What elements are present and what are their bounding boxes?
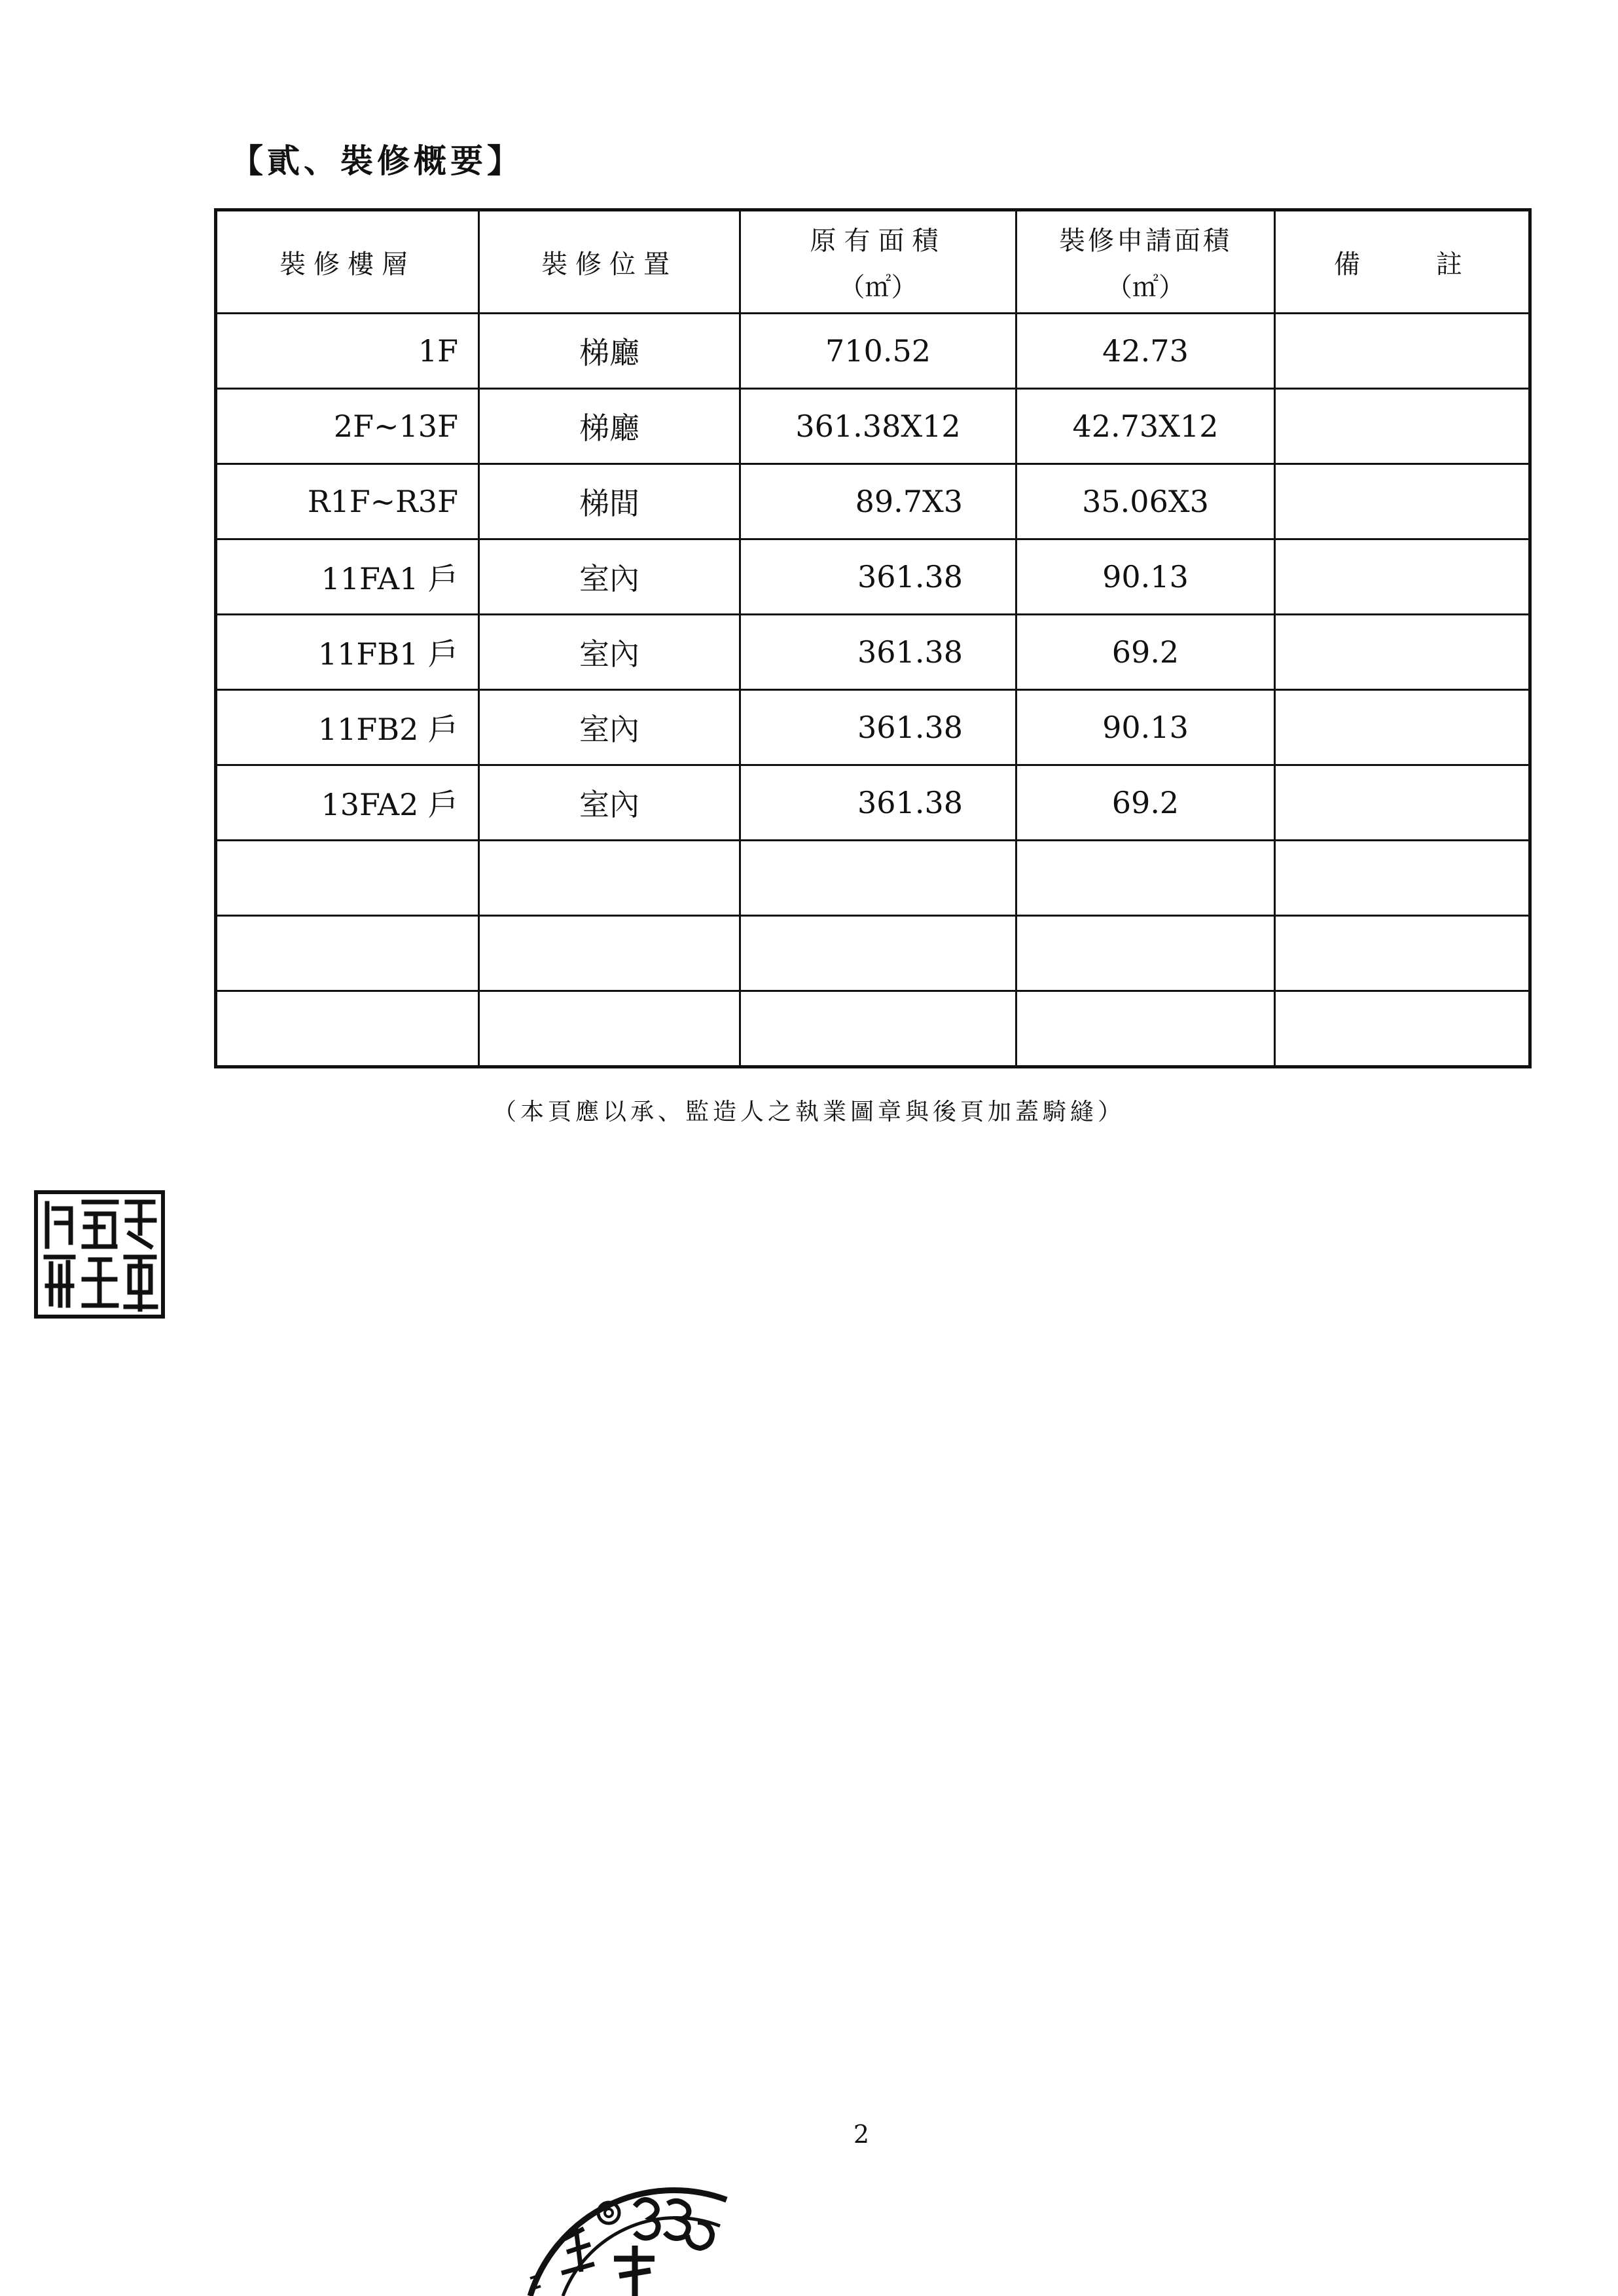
cell-applied-area: 69.2 xyxy=(1016,765,1275,841)
cell-original-area: 89.7X3 xyxy=(740,464,1016,539)
page-number: 2 xyxy=(853,2120,870,2149)
cell-floor: R1F~R3F xyxy=(216,464,479,539)
square-seal-stamp xyxy=(34,1190,165,1319)
table-row xyxy=(216,991,1530,1067)
cell-applied-area xyxy=(1016,916,1275,991)
cell-remarks xyxy=(1275,464,1530,539)
cell-applied-area xyxy=(1016,841,1275,916)
header-location: 裝修位置 xyxy=(479,210,740,314)
cell-original-area: 361.38 xyxy=(740,765,1016,841)
cell-remarks xyxy=(1275,841,1530,916)
cell-remarks xyxy=(1275,615,1530,690)
cell-original-area xyxy=(740,916,1016,991)
cell-floor xyxy=(216,841,479,916)
cell-original-area xyxy=(740,991,1016,1067)
cell-location: 室內 xyxy=(479,615,740,690)
cell-floor: 2F~13F xyxy=(216,389,479,464)
table-row xyxy=(216,389,1530,464)
cell-applied-area xyxy=(1016,991,1275,1067)
table-row xyxy=(216,615,1530,690)
cell-location: 梯廳 xyxy=(479,314,740,389)
cell-remarks xyxy=(1275,539,1530,615)
header-floor: 裝修樓層 xyxy=(216,210,479,314)
cell-floor: 11FA1 戶 xyxy=(216,539,479,615)
cell-location: 室內 xyxy=(479,539,740,615)
table-header-row xyxy=(216,210,1530,314)
table-row xyxy=(216,916,1530,991)
cell-remarks xyxy=(1275,690,1530,765)
section-title: 【貳、裝修概要】 xyxy=(230,141,524,180)
cell-applied-area: 90.13 xyxy=(1016,690,1275,765)
header-original-area-unit: （㎡） xyxy=(838,272,918,302)
cell-location: 室內 xyxy=(479,765,740,841)
header-original-area xyxy=(740,210,1016,314)
cell-location xyxy=(479,916,740,991)
table-row xyxy=(216,765,1530,841)
round-seal-stamp xyxy=(504,2160,753,2296)
cell-floor: 1F xyxy=(216,314,479,389)
round-seal-glyphs xyxy=(504,2160,753,2296)
cell-location: 梯廳 xyxy=(479,389,740,464)
cell-remarks xyxy=(1275,389,1530,464)
table-row xyxy=(216,314,1530,389)
stamp-note: （本頁應以承、監造人之執業圖章與後頁加蓋騎縫） xyxy=(492,1099,1125,1125)
cell-original-area: 361.38 xyxy=(740,539,1016,615)
cell-applied-area: 90.13 xyxy=(1016,539,1275,615)
header-applied-area-unit: （㎡） xyxy=(1106,272,1185,302)
header-applied-area-label: 裝修申請面積 xyxy=(1059,226,1232,256)
cell-floor xyxy=(216,916,479,991)
cell-original-area: 361.38 xyxy=(740,690,1016,765)
table-row xyxy=(216,539,1530,615)
cell-remarks xyxy=(1275,916,1530,991)
cell-location xyxy=(479,841,740,916)
cell-location: 梯間 xyxy=(479,464,740,539)
cell-original-area: 361.38X12 xyxy=(740,389,1016,464)
cell-applied-area: 35.06X3 xyxy=(1016,464,1275,539)
cell-remarks xyxy=(1275,314,1530,389)
cell-applied-area: 42.73X12 xyxy=(1016,389,1275,464)
cell-floor: 13FA2 戶 xyxy=(216,765,479,841)
cell-original-area: 361.38 xyxy=(740,615,1016,690)
cell-original-area xyxy=(740,841,1016,916)
cell-remarks xyxy=(1275,991,1530,1067)
cell-applied-area: 69.2 xyxy=(1016,615,1275,690)
cell-original-area: 710.52 xyxy=(740,314,1016,389)
cell-floor: 11FB2 戶 xyxy=(216,690,479,765)
table-row xyxy=(216,464,1530,539)
table-row xyxy=(216,690,1530,765)
renovation-summary-table xyxy=(214,208,1532,1068)
header-remarks: 備 註 xyxy=(1275,210,1530,314)
table-row xyxy=(216,841,1530,916)
header-applied-area xyxy=(1016,210,1275,314)
cell-floor xyxy=(216,991,479,1067)
cell-location: 室內 xyxy=(479,690,740,765)
square-seal-glyphs xyxy=(38,1194,161,1315)
cell-location xyxy=(479,991,740,1067)
header-original-area-label: 原有面積 xyxy=(810,226,946,256)
cell-floor: 11FB1 戶 xyxy=(216,615,479,690)
cell-remarks xyxy=(1275,765,1530,841)
cell-applied-area: 42.73 xyxy=(1016,314,1275,389)
